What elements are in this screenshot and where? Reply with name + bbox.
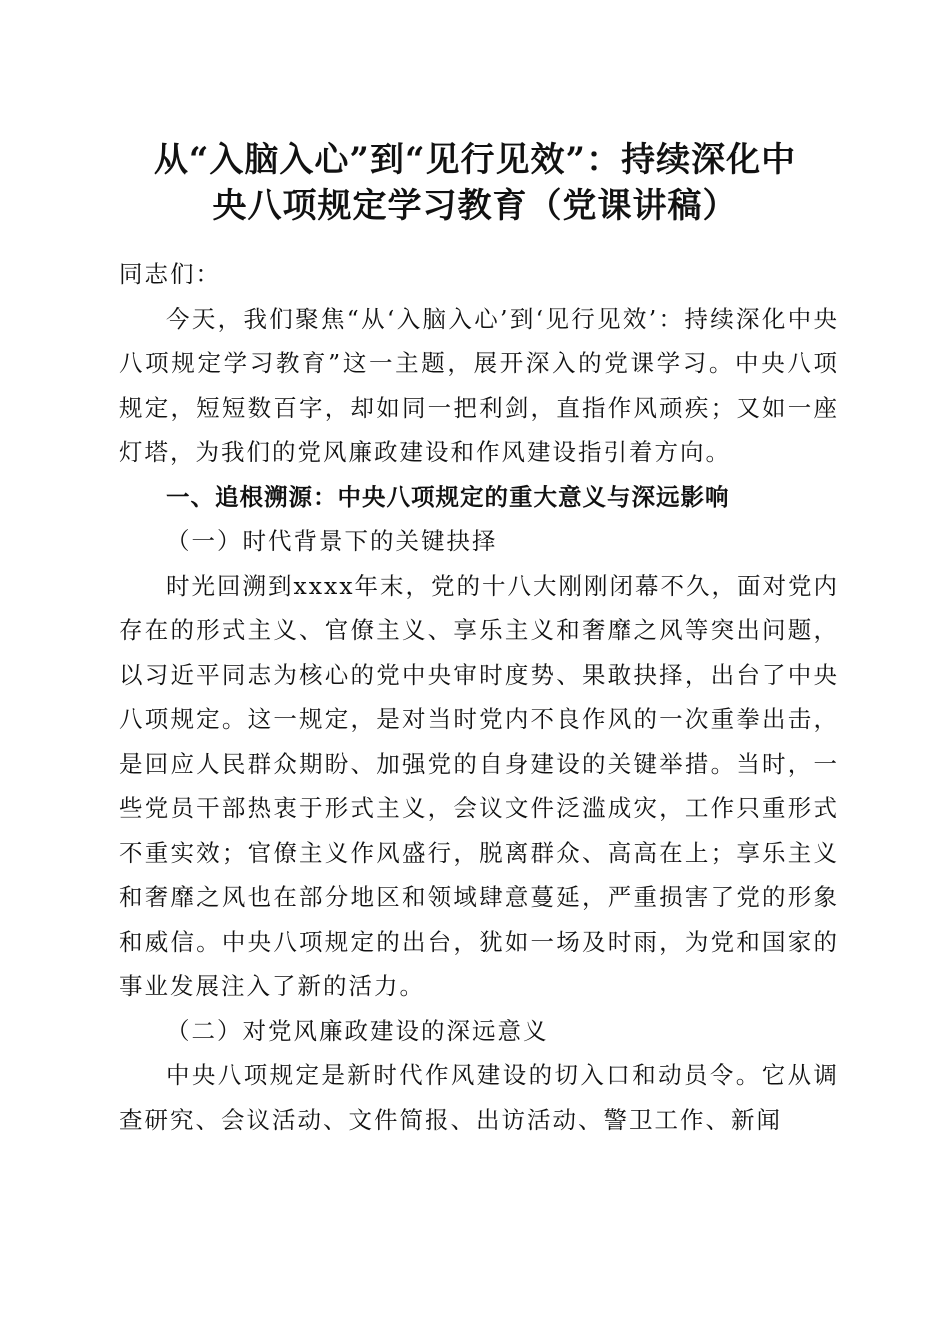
subsection-2-paragraph: 中央八项规定是新时代作风建设的切入口和动员令。它从调查研究、会议活动、文件简报、出访活动、警卫工作、新闻	[119, 1061, 839, 1134]
section-1-heading: 一、追根溯源：中央八项规定的重大意义与深远影响	[166, 482, 730, 511]
subsection-1-heading: （一）时代背景下的关键抉择	[166, 527, 498, 555]
salutation: 同志们：	[119, 260, 221, 288]
intro-paragraph: 今天，我们聚焦“从‘入脑入心’到‘见行见效’：持续深化中央八项规定学习教育”这一主题，展开深入的党课学习。中央八项规定，短短数百字，却如同一把利剑，直指作风顽疾；又如一座灯塔，为我们的党风廉政建设和作风建设指引着方向。	[119, 304, 839, 466]
subsection-1-paragraph: 时光回溯到xxxx年末，党的十八大刚刚闭幕不久，面对党内存在的形式主义、官僚主义、享乐主义和奢靡之风等突出问题，以习近平同志为核心的党中央审时度势、果敢抉择，出台了中央八项规定。这一规定，是对当时党内不良作风的一次重拳出击，是回应人民群众期盼、加强党的自身建设的关键举措。当时，一些党员干部热衷于形式主义，会议文件泛滥成灾，工作只重形式不重实效；官僚主义作风盛行，脱离群众、高高在上；享乐主义和奢靡之风也在部分地区和领域肆意蔓延，严重损害了党的形象和威信。中央八项规定的出台，犹如一场及时雨，为党和国家的事业发展注入了新的活力。	[119, 571, 840, 1000]
document-body	[119, 252, 839, 1142]
subsection-2-heading: （二）对党风廉政建设的深远意义	[166, 1016, 549, 1045]
document-title-line-1: 从“入脑入心”到“见行见效”：持续深化中	[153, 140, 797, 180]
document-title-line-2: 央八项规定学习教育（党课讲稿）	[212, 186, 738, 226]
